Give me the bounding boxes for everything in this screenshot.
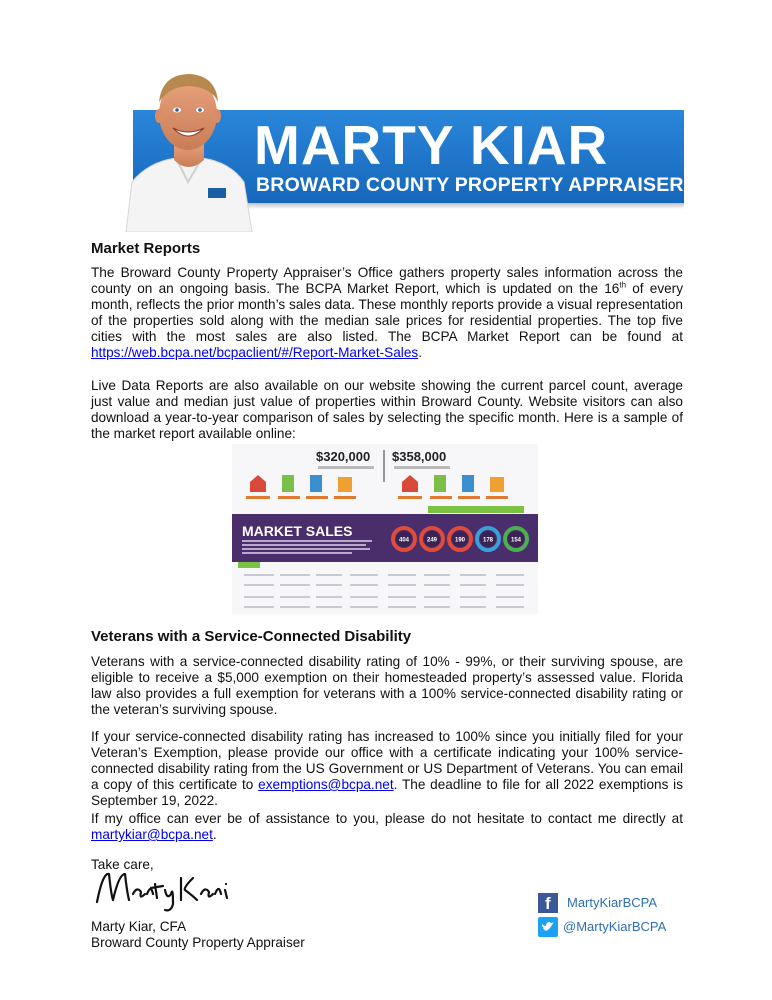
ring-chart-value: 404 xyxy=(398,537,410,544)
paragraph-text: . xyxy=(212,827,217,842)
section-heading-market-reports: Market Reports xyxy=(91,240,201,257)
closing-take-care: Take care, xyxy=(91,857,154,872)
facebook-icon: f xyxy=(538,893,558,913)
ring-chart-value: 190 xyxy=(454,537,466,544)
exemptions-email-link[interactable]: exemptions@bcpa.net xyxy=(258,777,394,792)
paragraph-text: If your service-connected disability rating has increased to 100% since you initially filed for your Veteran’s Exemption, please provide our office with a certificate indicating your 100% service-connected disability rating from the US Government or US Department of Veterans. You can email a copy of this certificate to xyxy=(91,729,683,792)
ring-chart-value: 178 xyxy=(482,537,494,544)
veterans-paragraph-2 xyxy=(91,729,683,809)
superscript-th: th xyxy=(619,280,627,290)
section-heading-veterans: Veterans with a Service-Connected Disability xyxy=(91,628,412,645)
market-reports-paragraph-2: Live Data Reports are also available on our website showing the current parcel count, average just value and median just value of properties within Broward County. Website visitors can also download a year-to-year comparison of sales by selecting the specific month. Here is a sample of the market report available online: xyxy=(91,378,683,441)
infographic-ring-charts xyxy=(393,528,527,550)
portrait-image xyxy=(118,62,258,232)
twitter-icon xyxy=(538,917,558,937)
signer-title: Broward County Property Appraiser xyxy=(91,935,305,950)
paragraph-text: If my office can ever be of assistance to you, please do not hesitate to contact me directly at xyxy=(91,811,683,826)
header-name: MARTY KIAR xyxy=(254,114,609,176)
paragraph-text: of every month, reflects the prior month’s sales data. These monthly reports provide a visual representation of the properties sold along with the median sale prices for residential properties. The top five cities with the most sales are also listed. The BCPA Market Report can be found at xyxy=(91,281,684,344)
header-subtitle: BROWARD COUNTY PROPERTY APPRAISER xyxy=(256,174,684,196)
contact-paragraph xyxy=(91,811,683,843)
market-reports-paragraph-1 xyxy=(91,265,683,361)
infographic-banner-title: MARKET SALES xyxy=(242,523,353,539)
infographic-price-left: $320,000 xyxy=(316,449,371,464)
ring-chart-value: 154 xyxy=(510,537,522,544)
facebook-handle[interactable]: MartyKiarBCPA xyxy=(567,895,658,910)
market-report-link[interactable]: https://web.bcpa.net/bcpaclient/#/Report-Market-Sales xyxy=(91,345,419,360)
twitter-handle[interactable]: @MartyKiarBCPA xyxy=(563,919,667,934)
ring-chart-value: 249 xyxy=(426,537,438,544)
paragraph-text: . The deadline to file for all 2022 exemptions is September 19, 2022. xyxy=(91,777,683,808)
signer-name: Marty Kiar, CFA xyxy=(91,919,187,934)
contact-email-link[interactable]: martykiar@bcpa.net xyxy=(91,827,213,842)
infographic-price-right: $358,000 xyxy=(392,449,447,464)
paragraph-text: . xyxy=(418,345,422,360)
handwritten-signature xyxy=(93,864,243,914)
paragraph-text: The Broward County Property Appraiser’s Office gathers property sales information across the county on an ongoing basis. The BCPA Market Report, which is updated on the 16 xyxy=(91,265,683,296)
market-report-sample-image xyxy=(232,444,538,614)
veterans-paragraph-1: Veterans with a service-connected disability rating of 10% - 99%, or their surviving spouse, are eligible to receive a $5,000 exemption on their homesteaded property’s assessed value. Florida law also provides a full exemption for veterans with a 100% service-connected disability rating or the veteran’s surviving spouse. xyxy=(91,654,683,717)
